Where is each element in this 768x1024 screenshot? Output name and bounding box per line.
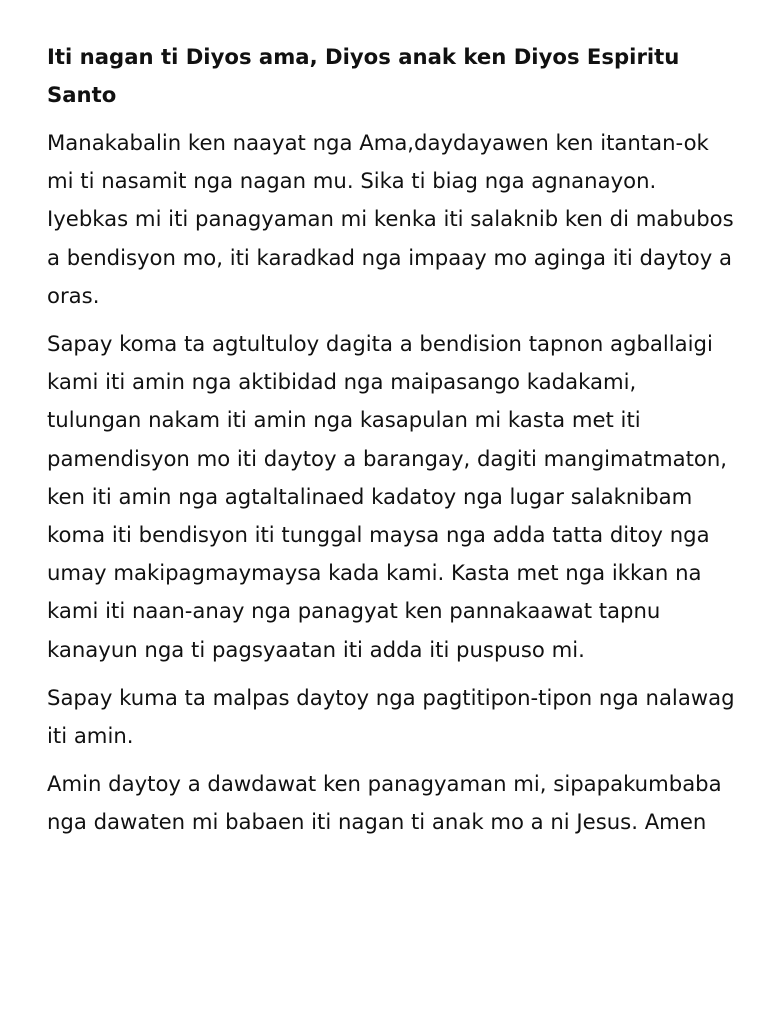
document-page [47, 38, 737, 852]
paragraph-2: Sapay koma ta agtultuloy dagita a bendision tapnon agballaigi kami iti amin nga aktibidad nga maipasango kadakami, tulungan nakam iti amin nga kasapulan mi kasta met iti pamendisyon mo iti daytoy a barangay, dagiti mangimatmaton, ken iti amin nga agtaltalinaed kadatoy nga lugar salaknibam koma iti bendisyon iti tunggal maysa nga adda tatta ditoy nga umay makipagmaymaysa kada kami. Kasta met nga ikkan na kami iti naan-anay nga panagyat ken pannakaawat tapnu kanayun nga ti pagsyaatan iti adda iti puspuso mi. [47, 331, 728, 662]
paragraph-3: Sapay kuma ta malpas daytoy nga pagtitipon-tipon nga nalawag iti amin. [47, 684, 735, 749]
paragraph-4: Amin daytoy a dawdawat ken panagyaman mi, sipapakumbaba nga dawaten mi babaen iti nagan ti anak mo a ni Jesus. Amen [47, 771, 722, 835]
document-title: Iti nagan ti Diyos ama, Diyos anak ken Diyos Espiritu Santo [47, 44, 680, 107]
paragraph-1: Manakabalin ken naayat nga Ama,daydayawen ken itantan-ok mi ti nasamit nga nagan mu. Sika ti biag nga agnanayon. Iyebkas mi iti panagyaman mi kenka iti salaknib ken di mabubos a bendisyon mo, iti karadkad nga impaay mo aginga iti daytoy a oras. [47, 130, 734, 308]
